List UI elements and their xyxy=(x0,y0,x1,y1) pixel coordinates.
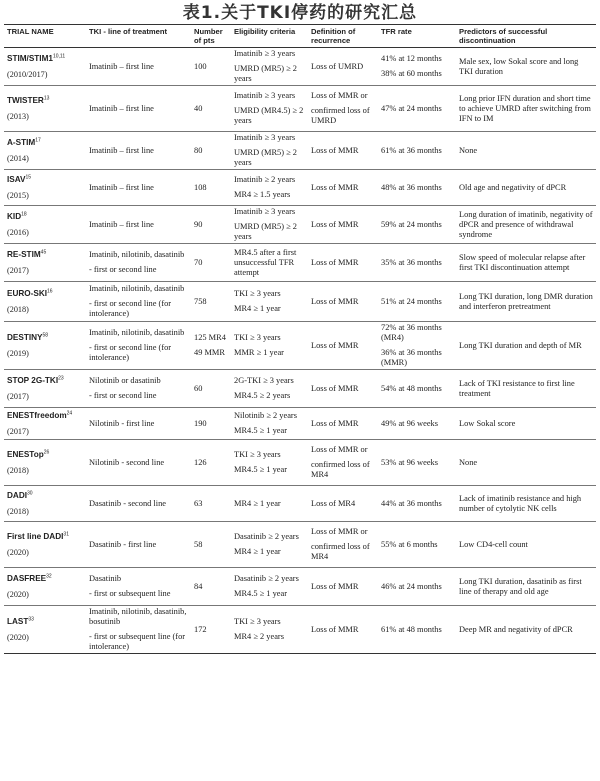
trial-name-text: TWISTER xyxy=(7,95,44,105)
tfr-rate-cell xyxy=(378,408,456,440)
def-line: Loss of MMR or xyxy=(311,445,368,454)
def-line: Loss of MMR xyxy=(311,219,359,229)
elig-line: Imatinib ≥ 3 years xyxy=(234,49,296,58)
table-row xyxy=(4,370,596,408)
trial-name-cell xyxy=(4,370,86,408)
definition-cell xyxy=(308,206,378,244)
number-of-pts-cell xyxy=(191,48,231,86)
trial-name-cell xyxy=(4,282,86,322)
number-of-pts-cell xyxy=(191,486,231,522)
tfr-line: 38% at 60 months xyxy=(381,69,442,78)
elig-line: UMRD (MR4.5) ≥ 2 years xyxy=(234,106,304,125)
predictors-cell: Low Sokal score xyxy=(456,408,596,440)
tki-line-cell xyxy=(86,486,191,522)
tki-line: Dasatinib - second line xyxy=(89,498,166,508)
number-of-pts-cell xyxy=(191,282,231,322)
def-line: Loss of MMR xyxy=(311,182,359,192)
num-line: 80 xyxy=(194,145,203,155)
elig-line: Imatinib ≥ 2 years xyxy=(234,175,296,184)
table-row xyxy=(4,170,596,206)
tfr-rate-cell xyxy=(378,522,456,568)
header-tfr-rate: TFR rate xyxy=(378,25,456,48)
tfr-line: 53% at 96 weeks xyxy=(381,457,438,467)
trial-name-cell xyxy=(4,322,86,370)
tki-line-cell xyxy=(86,86,191,132)
tfr-line: 35% at 36 months xyxy=(381,257,442,267)
tki-line-cell xyxy=(86,282,191,322)
trial-name-text: A-STIM xyxy=(7,137,36,147)
tki-line: - first or second line xyxy=(89,391,157,400)
trial-name-cell xyxy=(4,86,86,132)
definition-cell xyxy=(308,522,378,568)
definition-cell xyxy=(308,170,378,206)
trial-name-cell xyxy=(4,408,86,440)
reference-superscript: 45 xyxy=(40,248,47,255)
elig-line: MR4 ≥ 1 year xyxy=(234,304,281,313)
predictors-cell: Male sex, low Sokal score and long TKI duration xyxy=(456,48,596,86)
def-line: Loss of UMRD xyxy=(311,61,364,71)
tfr-rate-cell xyxy=(378,244,456,282)
trial-name xyxy=(7,376,83,386)
elig-line: 2G-TKI ≥ 3 years xyxy=(234,376,294,385)
num-line: 70 xyxy=(194,257,203,267)
number-of-pts-cell xyxy=(191,86,231,132)
tki-line-cell xyxy=(86,206,191,244)
tki-line-cell xyxy=(86,606,191,654)
def-line: Loss of MMR xyxy=(311,340,359,350)
predictors-cell: Old age and negativity of dPCR xyxy=(456,170,596,206)
header-trial-name: TRIAL NAME xyxy=(4,25,86,48)
elig-line: Imatinib ≥ 3 years xyxy=(234,133,296,142)
predictors-cell: Low CD4-cell count xyxy=(456,522,596,568)
predictors-cell: Long TKI duration and depth of MR xyxy=(456,322,596,370)
tfr-rate-cell xyxy=(378,170,456,206)
elig-line: TKI ≥ 3 years xyxy=(234,450,281,459)
tfr-rate-cell xyxy=(378,132,456,170)
tki-line: Imatinib – first line xyxy=(89,61,154,71)
tki-line: - first or subsequent line (for intolerance) xyxy=(89,632,186,651)
tki-line-cell xyxy=(86,568,191,606)
trial-name-cell xyxy=(4,606,86,654)
num-line: 125 MR4 xyxy=(194,333,226,342)
eligibility-cell xyxy=(231,522,308,568)
trial-name xyxy=(7,333,83,343)
trial-name xyxy=(7,212,83,222)
predictors-cell: Deep MR and negativity of dPCR xyxy=(456,606,596,654)
reference-superscript: 10,11 xyxy=(52,52,66,59)
tki-line: Imatinib – first line xyxy=(89,182,154,192)
tki-line-cell xyxy=(86,48,191,86)
tfr-line: 61% at 48 months xyxy=(381,624,442,634)
tfr-line: 55% at 6 months xyxy=(381,539,438,549)
tfr-rate-cell xyxy=(378,370,456,408)
eligibility-cell xyxy=(231,48,308,86)
trial-name xyxy=(7,450,83,460)
number-of-pts-cell xyxy=(191,522,231,568)
trial-name-cell xyxy=(4,170,86,206)
trial-name xyxy=(7,289,83,299)
num-line: 49 MMR xyxy=(194,348,225,357)
eligibility-cell xyxy=(231,322,308,370)
number-of-pts-cell xyxy=(191,170,231,206)
table-row xyxy=(4,322,596,370)
eligibility-cell xyxy=(231,170,308,206)
tfr-rate-cell xyxy=(378,606,456,654)
elig-line: MR4 ≥ 1 year xyxy=(234,547,281,556)
trial-name-text: EURO-SKI xyxy=(7,288,48,298)
reference-superscript: 58 xyxy=(42,331,49,338)
trials-table xyxy=(4,24,596,654)
tki-line: Imatinib – first line xyxy=(89,103,154,113)
tfr-line: 36% at 36 months (MMR) xyxy=(381,348,442,367)
trial-name-cell xyxy=(4,244,86,282)
tfr-rate-cell xyxy=(378,322,456,370)
predictors-cell: Long TKI duration, dasatinib as first line of therapy and old age xyxy=(456,568,596,606)
tfr-line: 49% at 96 weeks xyxy=(381,418,438,428)
def-line: Loss of MMR xyxy=(311,145,359,155)
trial-name xyxy=(7,54,83,64)
reference-superscript: 33 xyxy=(28,615,34,622)
tki-line: Nilotinib - first line xyxy=(89,418,155,428)
trial-name-cell xyxy=(4,206,86,244)
predictors-cell: Lack of imatinib resistance and high number of cytolytic NK cells xyxy=(456,486,596,522)
tki-line: Imatinib, nilotinib, dasatinib xyxy=(89,328,185,337)
eligibility-cell xyxy=(231,440,308,486)
elig-line: TKI ≥ 3 years xyxy=(234,617,281,626)
trial-year: (2017) xyxy=(7,265,29,275)
tki-line-cell xyxy=(86,132,191,170)
tki-line: - first or second line xyxy=(89,265,157,274)
predictors-cell: Long prior IFN duration and short time to achieve UMRD after switching from IFN to IM xyxy=(456,86,596,132)
tki-line: Imatinib – first line xyxy=(89,219,154,229)
trial-name xyxy=(7,96,83,106)
table-row xyxy=(4,206,596,244)
elig-line: MR4.5 ≥ 1 year xyxy=(234,465,287,474)
elig-line: MR4.5 ≥ 1 year xyxy=(234,426,287,435)
predictors-cell: Long duration of imatinib, negativity of dPCR and presence of withdrawal syndrome xyxy=(456,206,596,244)
def-line: Loss of MMR or xyxy=(311,527,368,536)
trial-name-text: ISAV xyxy=(7,174,26,184)
predictors-cell: None xyxy=(456,132,596,170)
trial-year: (2010/2017) xyxy=(7,69,48,79)
predictors-cell: None xyxy=(456,440,596,486)
definition-cell xyxy=(308,322,378,370)
trial-name-text: KID xyxy=(7,211,22,221)
tfr-line: 47% at 24 months xyxy=(381,103,442,113)
trial-name-cell xyxy=(4,486,86,522)
number-of-pts-cell xyxy=(191,408,231,440)
trial-name-cell xyxy=(4,132,86,170)
table-row xyxy=(4,408,596,440)
def-line: Loss of MMR xyxy=(311,418,359,428)
trial-name-text: First line DADI xyxy=(7,531,64,541)
eligibility-cell xyxy=(231,132,308,170)
trial-name-text: DESTINY xyxy=(7,332,43,342)
table-row xyxy=(4,486,596,522)
tki-line: - first or second line (for intolerance) xyxy=(89,299,172,318)
table-row xyxy=(4,440,596,486)
trial-year: (2018) xyxy=(7,506,29,516)
tki-line-cell xyxy=(86,440,191,486)
tfr-line: 48% at 36 months xyxy=(381,182,442,192)
trial-name xyxy=(7,491,83,501)
elig-line: MR4.5 ≥ 2 years xyxy=(234,391,291,400)
trial-year: (2020) xyxy=(7,589,29,599)
reference-superscript: 18 xyxy=(21,210,27,217)
trial-name xyxy=(7,175,83,185)
tki-line: Nilotinib or dasatinib xyxy=(89,376,161,385)
number-of-pts-cell xyxy=(191,370,231,408)
number-of-pts-cell xyxy=(191,568,231,606)
table-row xyxy=(4,606,596,654)
eligibility-cell xyxy=(231,486,308,522)
elig-line: MR4 ≥ 2 years xyxy=(234,632,284,641)
trial-name-text: DADI xyxy=(7,490,28,500)
eligibility-cell xyxy=(231,370,308,408)
trial-name-text: ENESTop xyxy=(7,449,44,459)
def-line: confirmed loss of MR4 xyxy=(311,460,370,479)
eligibility-cell xyxy=(231,606,308,654)
elig-line: TKI ≥ 3 years xyxy=(234,289,281,298)
tfr-line: 59% at 24 months xyxy=(381,219,442,229)
trial-name-cell xyxy=(4,48,86,86)
trial-name xyxy=(7,532,83,542)
reference-superscript: 31 xyxy=(63,530,69,537)
predictors-cell: Slow speed of molecular relapse after first TKI discontinuation attempt xyxy=(456,244,596,282)
def-line: Loss of MMR xyxy=(311,383,359,393)
definition-cell xyxy=(308,606,378,654)
reference-superscript: 24 xyxy=(66,409,73,416)
num-line: 40 xyxy=(194,103,203,113)
header-row xyxy=(4,25,596,48)
def-line: Loss of MR4 xyxy=(311,498,356,508)
table-row xyxy=(4,48,596,86)
header-predictors: Predictors of successful discontinuation xyxy=(456,25,596,48)
elig-line: MMR ≥ 1 year xyxy=(234,348,284,357)
elig-line: UMRD (MR5) ≥ 2 years xyxy=(234,222,297,241)
definition-cell xyxy=(308,408,378,440)
tfr-line: 41% at 12 months xyxy=(381,54,442,63)
predictors-cell: Lack of TKI resistance to first line treatment xyxy=(456,370,596,408)
trial-name-text: DASFREE xyxy=(7,573,47,583)
trial-name-cell xyxy=(4,440,86,486)
elig-line: MR4.5 ≥ 1 year xyxy=(234,589,287,598)
num-line: 58 xyxy=(194,539,203,549)
definition-cell xyxy=(308,486,378,522)
reference-superscript: 23 xyxy=(58,374,64,381)
trial-name-text: RE-STIM xyxy=(7,249,41,259)
tki-line-cell xyxy=(86,370,191,408)
tki-line-cell xyxy=(86,322,191,370)
tfr-rate-cell xyxy=(378,48,456,86)
tki-line: Imatinib – first line xyxy=(89,145,154,155)
trial-name-text: STIM/STIM1 xyxy=(7,53,53,63)
tki-line-cell xyxy=(86,170,191,206)
reference-superscript: 13 xyxy=(43,94,50,101)
elig-line: Dasatinib ≥ 2 years xyxy=(234,532,299,541)
table-row xyxy=(4,522,596,568)
definition-cell xyxy=(308,440,378,486)
reference-superscript: 16 xyxy=(47,287,53,294)
num-line: 108 xyxy=(194,182,207,192)
def-line: Loss of MMR or xyxy=(311,91,368,100)
elig-line: Nilotinib ≥ 2 years xyxy=(234,411,297,420)
number-of-pts-cell xyxy=(191,132,231,170)
num-line: 60 xyxy=(194,383,203,393)
elig-line: MR4.5 after a first unsuccessful TFR attempt xyxy=(234,247,297,277)
num-line: 100 xyxy=(194,61,207,71)
eligibility-cell xyxy=(231,86,308,132)
tki-line-cell xyxy=(86,522,191,568)
def-line: Loss of MMR xyxy=(311,581,359,591)
num-line: 758 xyxy=(194,296,207,306)
table-row xyxy=(4,568,596,606)
header-tki-line: TKI - line of treatment xyxy=(86,25,191,48)
tfr-line: 54% at 48 months xyxy=(381,383,442,393)
elig-line: UMRD (MR5) ≥ 2 years xyxy=(234,64,297,83)
reference-superscript: 32 xyxy=(46,572,52,579)
tfr-line: 61% at 36 months xyxy=(381,145,442,155)
number-of-pts-cell xyxy=(191,244,231,282)
eligibility-cell xyxy=(231,282,308,322)
num-line: 84 xyxy=(194,581,203,591)
trial-name xyxy=(7,250,83,260)
tfr-rate-cell xyxy=(378,568,456,606)
elig-line: TKI ≥ 3 years xyxy=(234,333,281,342)
elig-line: MR4 ≥ 1.5 years xyxy=(234,190,291,199)
header-definition: Definition of recurrence xyxy=(308,25,378,48)
tfr-rate-cell xyxy=(378,206,456,244)
definition-cell xyxy=(308,568,378,606)
reference-superscript: 30 xyxy=(27,489,33,496)
definition-cell xyxy=(308,132,378,170)
reference-superscript: 26 xyxy=(43,448,50,455)
header-number-of-pts: Number of pts xyxy=(191,25,231,48)
trial-name-cell xyxy=(4,522,86,568)
def-line: Loss of MMR xyxy=(311,257,359,267)
table-row xyxy=(4,132,596,170)
definition-cell xyxy=(308,244,378,282)
trial-name-cell xyxy=(4,568,86,606)
tfr-line: 72% at 36 months (MR4) xyxy=(381,323,442,342)
tki-line: Imatinib, nilotinib, dasatinib, bosutinib xyxy=(89,607,187,626)
trial-year: (2018) xyxy=(7,304,29,314)
tfr-line: 46% at 24 months xyxy=(381,581,442,591)
tfr-rate-cell xyxy=(378,440,456,486)
trial-year: (2016) xyxy=(7,227,29,237)
tki-line: Dasatinib xyxy=(89,574,122,583)
number-of-pts-cell xyxy=(191,322,231,370)
tki-line-cell xyxy=(86,244,191,282)
reference-superscript: 15 xyxy=(25,173,32,180)
trial-year: (2019) xyxy=(7,348,29,358)
def-line: Loss of MMR xyxy=(311,624,359,634)
tfr-line: 51% at 24 months xyxy=(381,296,442,306)
reference-superscript: 17 xyxy=(35,136,41,143)
trial-name xyxy=(7,138,83,148)
definition-cell xyxy=(308,48,378,86)
tki-line: - first or subsequent line xyxy=(89,589,171,598)
header-eligibility: Eligibility criteria xyxy=(231,25,308,48)
tfr-line: 44% at 36 months xyxy=(381,498,442,508)
num-line: 126 xyxy=(194,457,207,467)
def-line: confirmed loss of MR4 xyxy=(311,542,370,561)
trial-year: (2013) xyxy=(7,111,29,121)
trial-name xyxy=(7,574,83,584)
elig-line: Dasatinib ≥ 2 years xyxy=(234,574,299,583)
trial-name xyxy=(7,411,83,421)
tfr-rate-cell xyxy=(378,282,456,322)
definition-cell xyxy=(308,370,378,408)
eligibility-cell xyxy=(231,244,308,282)
trial-year: (2015) xyxy=(7,190,29,200)
trial-name-text: STOP 2G-TKI xyxy=(7,375,59,385)
eligibility-cell xyxy=(231,206,308,244)
tfr-rate-cell xyxy=(378,486,456,522)
tki-line: Imatinib, nilotinib, dasatinib xyxy=(89,250,185,259)
trial-year: (2020) xyxy=(7,547,29,557)
tki-line-cell xyxy=(86,408,191,440)
tki-line: Nilotinib - second line xyxy=(89,457,165,467)
trial-name-text: LAST xyxy=(7,616,29,626)
trial-year: (2018) xyxy=(7,465,29,475)
def-line: Loss of MMR xyxy=(311,296,359,306)
num-line: 172 xyxy=(194,624,207,634)
definition-cell xyxy=(308,282,378,322)
elig-line: UMRD (MR5) ≥ 2 years xyxy=(234,148,297,167)
tfr-rate-cell xyxy=(378,86,456,132)
definition-cell xyxy=(308,86,378,132)
number-of-pts-cell xyxy=(191,440,231,486)
trial-year: (2017) xyxy=(7,426,29,436)
elig-line: Imatinib ≥ 3 years xyxy=(234,91,296,100)
trial-name-text: ENESTfreedom xyxy=(7,410,67,420)
num-line: 90 xyxy=(194,219,203,229)
predictors-cell: Long TKI duration, long DMR duration and interferon pretreatment xyxy=(456,282,596,322)
table-row xyxy=(4,282,596,322)
elig-line: Imatinib ≥ 3 years xyxy=(234,207,296,216)
trial-year: (2017) xyxy=(7,391,29,401)
tki-line: Dasatinib - first line xyxy=(89,539,157,549)
def-line: confirmed loss of UMRD xyxy=(311,106,370,125)
trial-year: (2020) xyxy=(7,632,29,642)
table-row xyxy=(4,244,596,282)
table-row xyxy=(4,86,596,132)
number-of-pts-cell xyxy=(191,606,231,654)
table-title: 表1.关于TKI停药的研究汇总 xyxy=(182,3,418,23)
num-line: 63 xyxy=(194,498,203,508)
tki-line: Imatinib, nilotinib, dasatinib xyxy=(89,284,185,293)
num-line: 190 xyxy=(194,418,207,428)
tki-line: - first or second line (for intolerance) xyxy=(89,343,172,362)
eligibility-cell xyxy=(231,408,308,440)
number-of-pts-cell xyxy=(191,206,231,244)
trial-name xyxy=(7,617,83,627)
elig-line: MR4 ≥ 1 year xyxy=(234,498,281,508)
trial-year: (2014) xyxy=(7,153,29,163)
eligibility-cell xyxy=(231,568,308,606)
